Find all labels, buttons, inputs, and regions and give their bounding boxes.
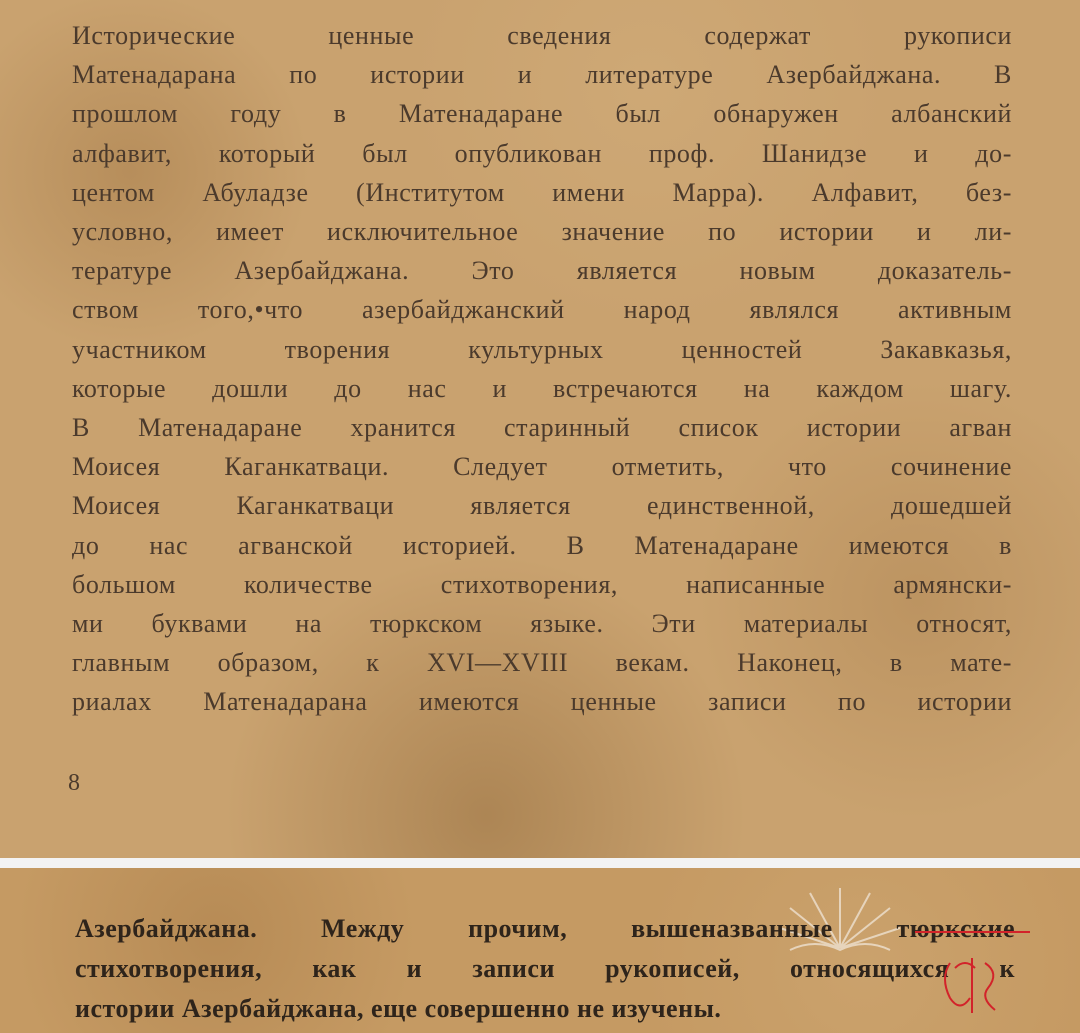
text-line: центом Абуладзе (Институтом имени Марра). Алфавит, без- [72,177,1012,207]
text-line: которые дошли до нас и встречаются на каждом шагу. [72,373,1012,403]
text-line: алфавит, который был опубликован проф. Шанидзе и до- [72,138,1012,168]
text-line: В Матенадаране хранится старинный список истории агван [72,413,1012,442]
text-line: большом количестве стихотворения, написанные армянски- [72,569,1012,599]
text-line: до нас агванской историей. В Матенадаране имеются в [72,530,1012,560]
text-line: Моисея Каганкатваци является единственной, дошедшей [72,491,1012,521]
text-line: истории Азербайджана, еще совершенно не изучены. [75,994,722,1023]
text-line: участником творения культурных ценностей Закавказья, [72,334,1012,364]
text-line: стихотворения, как и записи рукописей, относящихся к [75,954,1015,983]
text-line: тературе Азербайджана. Это является новым доказатель- [72,256,1012,286]
library-logo-icon [910,918,1030,1018]
text-line: прошлом году в Матенадаране был обнаружен албанский [72,99,1012,129]
page-separator [0,858,1080,868]
text-line: ми буквами на тюркском языке. Эти материалы относят, [72,609,1012,638]
text-line: Исторические ценные сведения содержат рукописи [72,21,1012,50]
text-line: условно, имеет исключительное значение по истории и ли- [72,217,1012,246]
text-line: Моисея Каганкатваци. Следует отметить, что сочинение [72,452,1012,482]
text-line: Матенадарана по истории и литературе Азербайджана. В [72,60,1012,90]
clipped-heading-line [70,0,870,4]
text-line: ством того,•что азербайджанский народ являлся активным [72,295,1012,325]
text-line: Азербайджана. Между прочим, вышеназванные тюркские [75,914,1015,943]
page-number: 8 [68,770,80,796]
text-line: риалах Матенадарана имеются ценные записи по истории [72,687,1012,717]
text-line: главным образом, к XVI—XVIII векам. Наконец, в мате- [72,648,1012,678]
scanned-page-bottom [0,868,1080,1033]
